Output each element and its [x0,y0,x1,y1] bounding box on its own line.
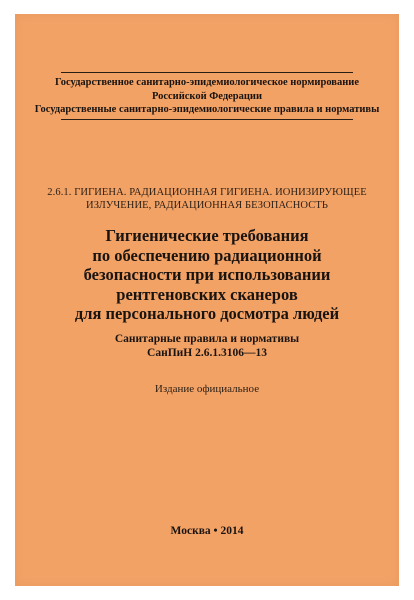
header-line: Государственное санитарно-эпидемиологическое нормирование [54,77,359,88]
header-rule-bottom [61,119,353,120]
series-line: ИЗЛУЧЕНИЕ, РАДИАЦИОННАЯ БЕЗОПАСНОСТЬ [86,200,328,211]
title-line: по обеспечению радиационной [92,245,322,265]
series-line: 2.6.1. ГИГИЕНА. РАДИАЦИОННАЯ ГИГИЕНА. ИОНИЗИРУЮЩЕЕ [47,187,367,198]
title-line: безопасности при использовании [83,265,331,284]
subtitle-line: Санитарные правила и нормативы [114,333,300,345]
title-line: для персонального досмотра людей [74,304,340,323]
title-line: рентгеновских сканеров [116,284,298,304]
publication-place-year: Москва • 2014 [170,525,244,537]
subtitle-line: СанПиН 2.6.1.3106—13 [147,347,267,359]
series-heading [35,186,379,212]
header-line: Государственные санитарно-эпидемиологические правила и нормативы [34,104,380,115]
document-title [25,226,389,324]
document-subtitle [25,332,389,360]
header-block [15,76,399,117]
document-cover [15,14,399,586]
header-rule-top [61,72,353,73]
header-line: Российской Федерации [151,90,263,102]
title-line: Гигиенические требования [105,226,309,245]
edition-label: Издание официальное [154,383,260,395]
